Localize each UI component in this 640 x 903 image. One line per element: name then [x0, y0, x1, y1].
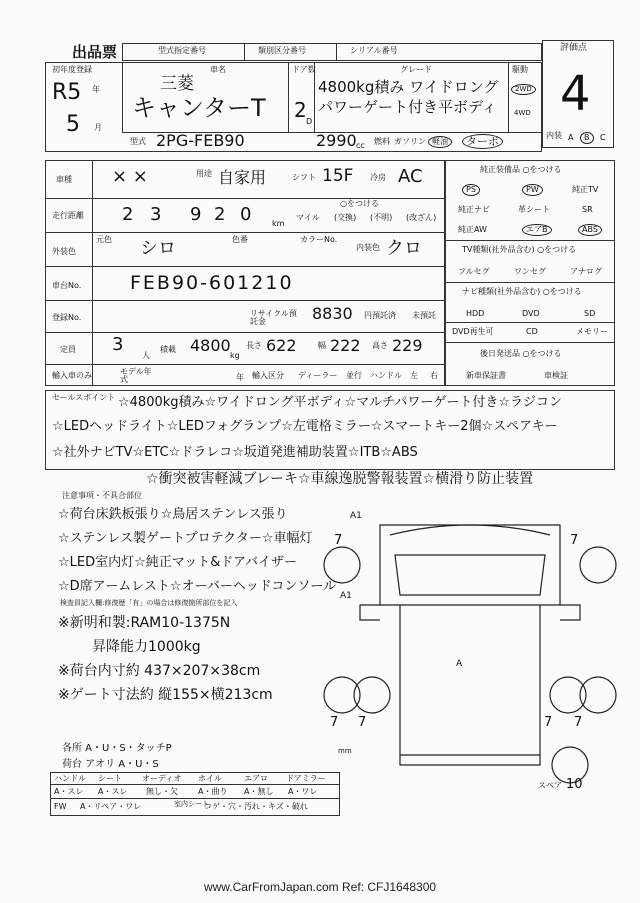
tampered-label: (改ざん): [406, 213, 437, 222]
sales-line-1: ☆4800kg積み☆ワイドロング平ボディ☆マルチパワーゲート付き☆ラジコン: [118, 395, 563, 410]
color-label: 外装色: [52, 247, 76, 256]
import-class-label: 輸入区分: [252, 371, 284, 380]
cool-label: 冷房: [370, 173, 386, 182]
mileage-unit: km: [272, 219, 285, 228]
tire-rr1: 7: [544, 715, 553, 730]
note-line-4: ☆D席アームレスト☆オーバーヘッドコンソール: [58, 579, 337, 594]
cond-r2-room: 室内シート: [174, 800, 209, 808]
extra-line-2: 昇降能力1000kg: [92, 639, 201, 655]
handle-label: ハンドル: [370, 371, 402, 380]
year-unit: 年: [92, 85, 100, 94]
equip-tv: 純正TV: [572, 185, 599, 194]
load-value: 4800: [190, 336, 231, 355]
cond-r1-wheel: A・曲り: [198, 787, 228, 796]
interior-grade-b: B: [580, 132, 594, 144]
equip-aw: 純正AW: [458, 225, 487, 234]
navi-dvd: DVD: [522, 309, 540, 318]
load-unit: kg: [230, 351, 240, 360]
drive-2wd: 2WD: [511, 84, 536, 95]
tire-fr: 7: [570, 533, 579, 548]
navi-sd: SD: [584, 309, 596, 318]
kind-label: 車種: [56, 175, 72, 184]
model-year-label: モデル年式: [120, 367, 152, 384]
class-label: 類別区分番号: [258, 46, 306, 55]
tire-fl: 7: [334, 533, 343, 548]
tire-rl2: 7: [358, 715, 367, 730]
interior-label: 内装: [546, 131, 562, 140]
repair-note-label: 検査員記入欄:修復歴「有」の場合は修復箇所部位を記入: [60, 599, 238, 607]
capacity-unit: 人: [142, 351, 150, 360]
model-type-value: 2PG-FEB90: [156, 131, 245, 150]
height-value: 229: [392, 336, 423, 355]
chassis-no-label: 車台No.: [52, 281, 82, 290]
unpaid-label: 未預託: [412, 311, 436, 320]
equip-sr: SR: [582, 205, 593, 214]
dmg-mark-a-bed: A: [456, 659, 463, 669]
cond-r1-aero: A・無し: [244, 787, 274, 796]
door-label: ドア数: [292, 65, 316, 74]
tv-fullseg: フルセグ: [458, 267, 490, 276]
cool-value: AC: [398, 166, 423, 187]
dvd-playback: DVD再生可: [452, 327, 494, 336]
sheet-title: 出品票: [72, 43, 118, 61]
chassis-label: 型式指定番号: [158, 46, 206, 55]
cond-r1-handle: A・スレ: [54, 787, 84, 796]
height-label: 高さ: [372, 341, 388, 350]
cond-r1-mirror: A・ワレ: [288, 787, 318, 796]
score-label: 評価点: [560, 43, 588, 53]
cond-h-handle: ハンドル: [54, 774, 86, 783]
drive-4wd: 4WD: [514, 109, 531, 117]
cond-r2-fw-detail: A・リペア・ワレ: [80, 802, 142, 811]
car-model: キャンターT: [132, 94, 266, 122]
note-line-1: ☆荷台床鉄板張り☆鳥居ステンレス張り: [58, 507, 288, 522]
model-type-label: 型式: [130, 137, 146, 146]
dvd-cd: CD: [526, 327, 538, 336]
door-suffix: D: [306, 117, 313, 126]
cond-r1-seat: A・スレ: [98, 787, 128, 796]
new-car-warranty: 新車保証書: [466, 371, 506, 380]
equip-ps: PS: [462, 184, 480, 196]
load-label: 積載: [160, 345, 176, 354]
mileage-digit-3: 9: [190, 204, 202, 225]
spare-label: スペア: [538, 781, 562, 790]
orig-color-value: シロ: [140, 238, 176, 259]
cond-h-mirror: ドアミラー: [286, 774, 326, 783]
serial-label: シリアル番号: [350, 46, 398, 55]
tv-oneseg: ワンセグ: [514, 267, 546, 276]
equip-pw: PW: [522, 184, 543, 196]
extra-line-4: ※ゲート寸法約 縦155×横213cm: [58, 687, 273, 703]
interior-color-label: 内装色: [356, 243, 380, 252]
equip-airbag: エアB: [522, 224, 552, 236]
fuel-gasoline: ガソリン: [394, 137, 426, 146]
turbo-label: ターボ: [462, 134, 503, 149]
inspector-line-2: 荷台 アオリ A・U・S: [62, 759, 159, 770]
tire-unit: mm: [338, 747, 352, 755]
interior-grade-c: C: [600, 133, 606, 142]
shift-label: シフト: [292, 173, 316, 182]
registration-label: 登録No.: [52, 313, 82, 322]
displacement-unit: cc: [356, 141, 365, 150]
interior-color-value: クロ: [386, 238, 422, 259]
sales-line-2: ☆LEDヘッドライト☆LEDフォグランプ☆左電格ミラー☆スマートキー2個☆スペアキー: [52, 419, 558, 434]
mileage-digit-5: 0: [240, 204, 252, 225]
swap-label: (交換): [334, 213, 357, 222]
dmg-mark-a1-side: A1: [340, 591, 352, 601]
cond-r2-detail: コゲ・穴・汚れ・キズ・破れ: [204, 802, 308, 811]
recycle-unit: 円預託済: [364, 311, 396, 320]
sales-line-4: ☆衝突被害軽減ブレーキ☆車線逸脱警報装置☆横滑り防止装置: [146, 471, 534, 487]
dealer-label: ディーラー: [298, 371, 338, 380]
unknown-label: (不明): [370, 213, 393, 222]
cond-r1-audio: 無し・欠: [146, 787, 178, 796]
chassis-no-value: FEB90-601210: [130, 272, 294, 294]
note-line-3: ☆LED室内灯☆純正マット&ドアバイザー: [58, 555, 297, 570]
recycle-label: リサイクル預託金: [250, 309, 297, 326]
first-reg-month: 5: [66, 112, 80, 137]
score-value: 4: [560, 66, 591, 122]
mile-label: マイル: [296, 213, 320, 222]
extra-line-1: ※新明和製:RAM10-1375N: [58, 615, 231, 631]
footer-ref: www.CarFromJapan.com Ref: CFJ1648300: [203, 880, 437, 894]
grade-line-1: 4800kg積み ワイドロング: [318, 78, 499, 96]
car-maker: 三菱: [160, 74, 194, 94]
color-code-label: カラーNo.: [300, 235, 338, 244]
inspection-cert: 車検証: [544, 371, 568, 380]
sales-point-label: セールスポイント: [52, 393, 116, 402]
car-name-label: 車名: [210, 65, 226, 74]
cond-r2-fw: FW: [54, 802, 67, 811]
displacement-value: 2990: [316, 131, 357, 150]
right-label: 右: [430, 371, 438, 380]
length-value: 622: [266, 336, 297, 355]
extra-line-3: ※荷台内寸約 437×207×38cm: [58, 663, 261, 679]
recycle-value: 8830: [312, 304, 353, 323]
cond-h-aero: エアロ: [244, 774, 268, 783]
parallel-label: 並行: [346, 371, 362, 380]
use-value: 自家用: [218, 168, 267, 187]
tire-rr2: 7: [574, 715, 583, 730]
mileage-digit-4: 2: [214, 204, 226, 225]
month-unit: 月: [94, 123, 102, 132]
fuel-label: 燃料: [374, 137, 390, 146]
tv-analog: アナログ: [570, 267, 602, 276]
color-number-label: 色番: [232, 235, 248, 244]
model-year-unit: 年: [236, 373, 244, 382]
equip-leather: 革シート: [518, 205, 550, 214]
orig-color-label: 元色: [96, 235, 112, 244]
equip-navi: 純正ナビ: [458, 205, 490, 214]
fuel-diesel: 軽油: [428, 136, 452, 148]
grade-line-2: パワーゲート付き平ボディ: [318, 98, 497, 116]
inspector-line-1: 各所 A・U・S・タッチP: [62, 743, 172, 754]
tv-header: TV種類(社外品含む) ○をつける: [462, 245, 577, 254]
first-reg-era: R5: [52, 80, 82, 105]
mileage-label: 走行距離: [52, 211, 84, 220]
dvd-memory: メモリー: [576, 327, 608, 336]
cond-h-audio: オーディオ: [142, 774, 182, 783]
kind-value: × ×: [112, 166, 148, 187]
mileage-note: ○をつける: [340, 199, 379, 208]
cond-h-wheel: ホイル: [198, 774, 222, 783]
mileage-digit-1: 2: [122, 204, 134, 225]
cond-h-seat: シート: [98, 774, 122, 783]
left-label: 左: [410, 371, 418, 380]
use-label: 用途: [196, 169, 212, 178]
tire-rl1: 7: [330, 715, 339, 730]
drive-label: 駆動: [512, 65, 528, 74]
equip-abs: ABS: [578, 224, 602, 236]
import-label: 輸入車のみ: [52, 371, 92, 380]
grade-label: グレード: [400, 65, 432, 74]
interior-grade-a: A: [568, 133, 574, 142]
mileage-digit-2: 3: [150, 204, 162, 225]
after-docs: 後日発送品 ○をつける: [480, 349, 562, 358]
shift-value: 15F: [322, 166, 354, 186]
capacity-label: 定員: [60, 345, 76, 354]
navi-header: ナビ種類(社外品含む) ○をつける: [462, 287, 582, 296]
note-line-2: ☆ステンレス製ゲートプロテクター☆車幅灯: [58, 531, 313, 546]
first-reg-label: 初年度登録: [52, 65, 92, 74]
equipment-header: 純正装備品 ○をつける: [480, 165, 562, 174]
width-value: 222: [330, 336, 361, 355]
dmg-mark-a1-top: A1: [350, 511, 362, 521]
length-label: 長さ: [246, 341, 262, 350]
door-value: 2: [294, 98, 307, 122]
sales-line-3: ☆社外ナビTV☆ETC☆ドラレコ☆坂道発進補助装置☆ITB☆ABS: [52, 445, 418, 460]
spare-value: 10: [566, 777, 583, 792]
notes-label: 注意事項・不具合部位: [62, 491, 142, 500]
navi-hdd: HDD: [466, 309, 485, 318]
capacity-value: 3: [112, 334, 124, 355]
width-label: 幅: [318, 341, 326, 350]
